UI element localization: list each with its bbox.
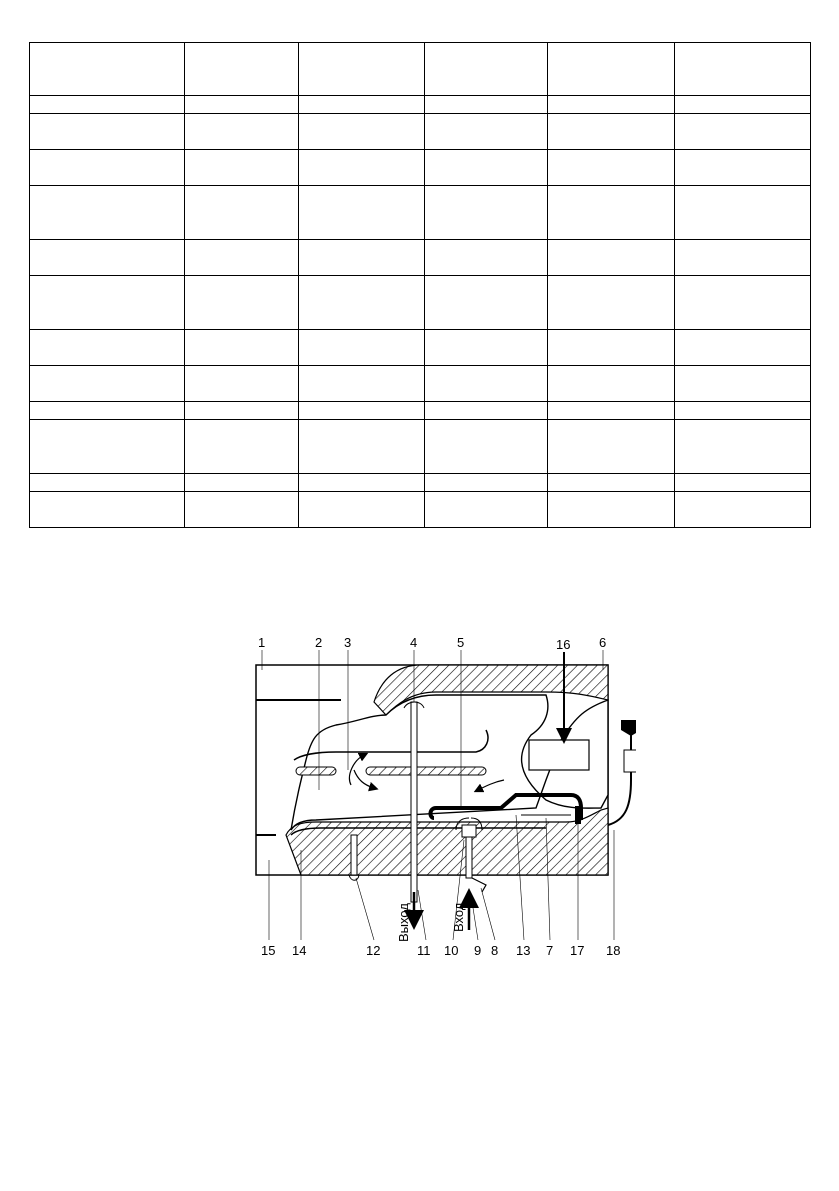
table-row [30,330,811,366]
table-cell [299,186,425,240]
table-cell [675,96,811,114]
callout-16: 16 [556,637,571,652]
table-cell [30,186,185,240]
table-cell [30,492,185,528]
callout-12: 12 [366,943,381,958]
callout-8: 8 [491,943,499,958]
outlet-label: Выход [396,903,411,942]
table-cell [675,474,811,492]
table-cell [425,114,548,150]
table-cell [675,492,811,528]
callout-10: 10 [444,943,459,958]
callout-17: 17 [570,943,585,958]
callout-6: 6 [599,635,607,650]
table-cell [299,492,425,528]
callout-2: 2 [315,635,323,650]
table-cell [425,276,548,330]
table-row [30,43,811,96]
table-cell [299,43,425,96]
table-cell [675,366,811,402]
table-cell [675,240,811,276]
table-cell [185,330,299,366]
baffle-right [366,767,486,775]
callout-11: 11 [417,943,431,958]
table-row [30,186,811,240]
safety-valve [472,878,486,892]
table-cell [30,330,185,366]
display-panel [529,740,589,770]
table-cell [548,420,675,474]
table-row [30,114,811,150]
spec-table-body [30,43,811,528]
callout-1: 1 [258,635,266,650]
table-cell [425,150,548,186]
callout-18: 18 [606,943,621,958]
table-cell [299,240,425,276]
table-cell [548,330,675,366]
callout-13: 13 [516,943,531,958]
table-cell [185,43,299,96]
inlet-diffuser [462,825,476,837]
table-cell [30,240,185,276]
table-cell [299,330,425,366]
table-cell [675,276,811,330]
table-cell [675,114,811,150]
table-cell [425,420,548,474]
table-cell [548,402,675,420]
spec-table [29,42,811,528]
table-cell [548,276,675,330]
callout-15: 15 [261,943,276,958]
table-cell [30,114,185,150]
table-row [30,366,811,402]
plug [621,720,636,736]
callout-5: 5 [457,635,465,650]
table-cell [30,474,185,492]
table-cell [299,276,425,330]
callout-9: 9 [474,943,482,958]
callout-4: 4 [410,635,418,650]
table-cell [299,96,425,114]
table-cell [548,474,675,492]
table-cell [425,43,548,96]
table-cell [425,366,548,402]
water-heater-diagram [246,630,636,960]
table-cell [185,474,299,492]
table-row [30,96,811,114]
table-cell [425,186,548,240]
baffle-left [296,767,336,775]
table-cell [30,96,185,114]
table-cell [425,240,548,276]
table-cell [299,366,425,402]
table-cell [425,492,548,528]
table-cell [185,96,299,114]
drain-pipe-cap [349,875,359,880]
table-cell [185,276,299,330]
table-cell [299,402,425,420]
callout-3: 3 [344,635,352,650]
table-cell [675,150,811,186]
table-cell [185,402,299,420]
table-cell [675,43,811,96]
table-cell [425,402,548,420]
table-cell [185,420,299,474]
table-cell [30,402,185,420]
table-row [30,492,811,528]
table-cell [425,330,548,366]
rcd-unit [624,750,636,772]
table-cell [299,420,425,474]
table-row [30,402,811,420]
table-cell [548,186,675,240]
table-cell [299,114,425,150]
power-cord [608,770,631,825]
table-cell [185,240,299,276]
table-cell [675,330,811,366]
callout-14: 14 [292,943,307,958]
table-cell [425,96,548,114]
table-cell [548,114,675,150]
table-row [30,240,811,276]
table-cell [299,474,425,492]
table-cell [548,96,675,114]
table-cell [548,43,675,96]
table-cell [548,492,675,528]
table-row [30,474,811,492]
table-cell [548,366,675,402]
inlet-label: Вход [451,902,466,932]
table-cell [30,420,185,474]
table-cell [675,186,811,240]
table-row [30,276,811,330]
table-cell [185,492,299,528]
table-cell [30,366,185,402]
table-cell [185,186,299,240]
table-cell [548,150,675,186]
table-cell [675,420,811,474]
table-cell [30,43,185,96]
table-cell [30,150,185,186]
table-cell [30,276,185,330]
drain-pipe [351,835,357,875]
table-cell [425,474,548,492]
table-row [30,150,811,186]
table-cell [185,366,299,402]
thermostat-head [575,806,581,824]
outlet-pipe [411,702,417,902]
table-cell [548,240,675,276]
table-row [30,420,811,474]
callout-7: 7 [546,943,554,958]
table-cell [185,150,299,186]
table-cell [185,114,299,150]
table-cell [675,402,811,420]
table-cell [299,150,425,186]
